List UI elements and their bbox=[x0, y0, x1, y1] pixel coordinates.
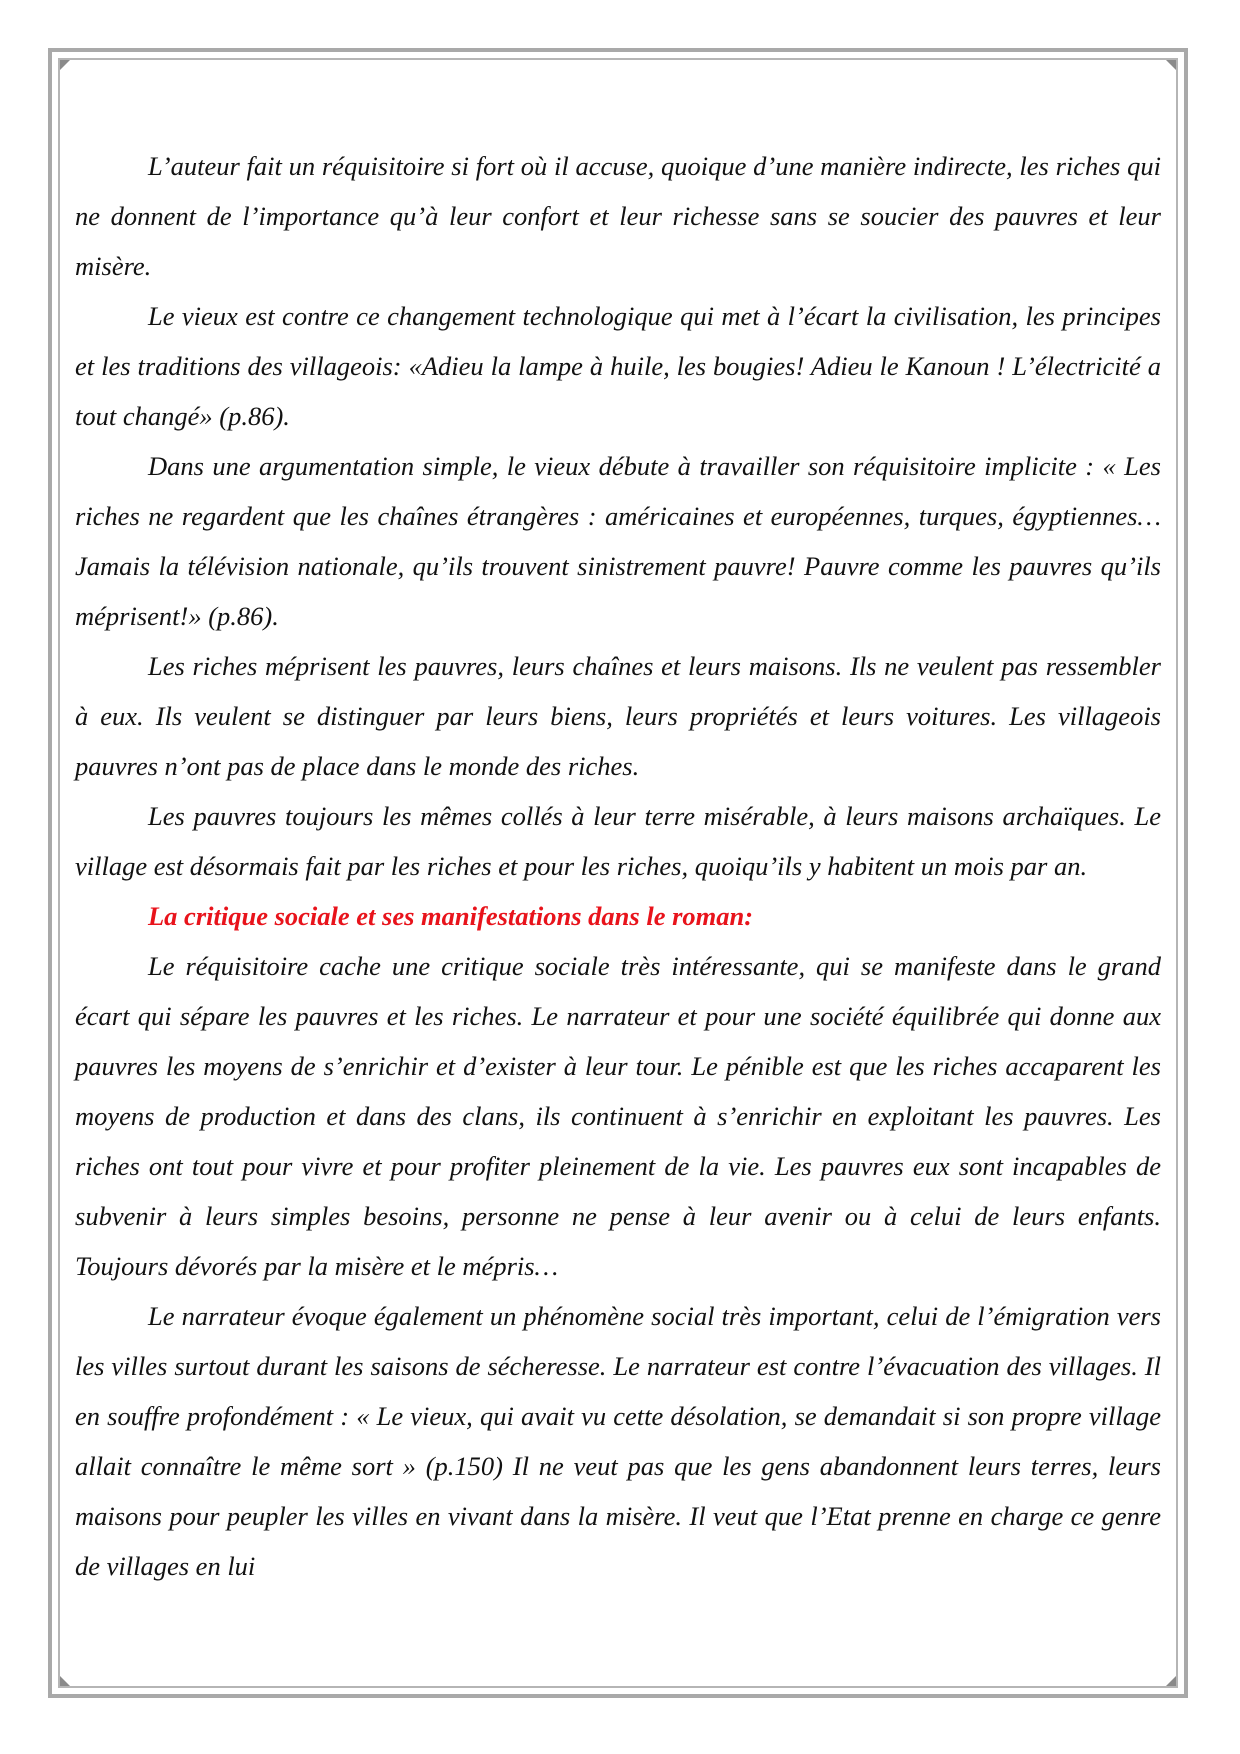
paragraph-pauvres: Les pauvres toujours les mêmes collés à leur terre misérable, à leurs maisons archaïques. Le village est désormais fait par les riches et pour les riches, quoiqu’ils y habitent un mois par an. bbox=[75, 801, 1161, 881]
paragraph-changement-technologique: Le vieux est contre ce changement technologique qui met à l’écart la civilisation, les principes et les traditions des villageois: «Adieu la lampe à huile, les bougies! Adieu le Kanoun ! L’électricité a tout changé» (p.86). bbox=[75, 301, 1161, 431]
page-body bbox=[75, 141, 1161, 1591]
corner-ornament-bottom-left bbox=[60, 1676, 70, 1686]
paragraph-critique-sociale: Le réquisitoire cache une critique sociale très intéressante, qui se manifeste dans le grand écart qui sépare les pauvres et les riches. Le narrateur et pour une société équilibrée qui donne aux pauvres les moyens de s’enrichir et d’exister à leur tour. Le pénible est que les riches accaparent les moyens de production et dans des clans, ils continuent à s’enrichir en exploitant les pauvres. Les riches ont tout pour vivre et pour profiter pleinement de la vie. Les pauvres eux sont incapables de subvenir à leurs simples besoins, personne ne pense à leur avenir ou à celui de leurs enfants. Toujours dévorés par la misère et le mépris… bbox=[75, 951, 1161, 1281]
paragraph-riches-meprisent: Les riches méprisent les pauvres, leurs chaînes et leurs maisons. Ils ne veulent pas ressembler à eux. Ils veulent se distinguer par leurs biens, leurs propriétés et leurs voitures. Les villageois pauvres n’ont pas de place dans le monde des riches. bbox=[75, 651, 1161, 781]
paragraph-argumentation: Dans une argumentation simple, le vieux débute à travailler son réquisitoire implicite : « Les riches ne regardent que les chaînes étrangères : américaines et européennes, turques, égyptiennes… Jamais la télévision nationale, qu’ils trouvent sinistrement pauvre! Pauvre comme les pauvres qu’ils méprisent!» (p.86). bbox=[75, 451, 1161, 631]
paragraph-requisitoire: L’auteur fait un réquisitoire si fort où il accuse, quoique d’une manière indirecte, les riches qui ne donnent de l’importance qu’à leur confort et leur richesse sans se soucier des pauvres et leur misère. bbox=[75, 151, 1161, 281]
section-heading: La critique sociale et ses manifestations dans le roman: bbox=[148, 901, 754, 931]
corner-ornament-top-left bbox=[60, 60, 70, 70]
paragraph-emigration: Le narrateur évoque également un phénomène social très important, celui de l’émigration vers les villes surtout durant les saisons de sécheresse. Le narrateur est contre l’évacuation des villages. Il en souffre profondément : « Le vieux, qui avait vu cette désolation, se demandait si son propre village allait connaître le même sort » (p.150) Il ne veut pas que les gens abandonnent leurs terres, leurs maisons pour peupler les villes en vivant dans la misère. Il veut que l’Etat prenne en charge ce genre de villages en lui bbox=[75, 1301, 1161, 1581]
corner-ornament-top-right bbox=[1166, 60, 1176, 70]
corner-ornament-bottom-right bbox=[1166, 1676, 1176, 1686]
